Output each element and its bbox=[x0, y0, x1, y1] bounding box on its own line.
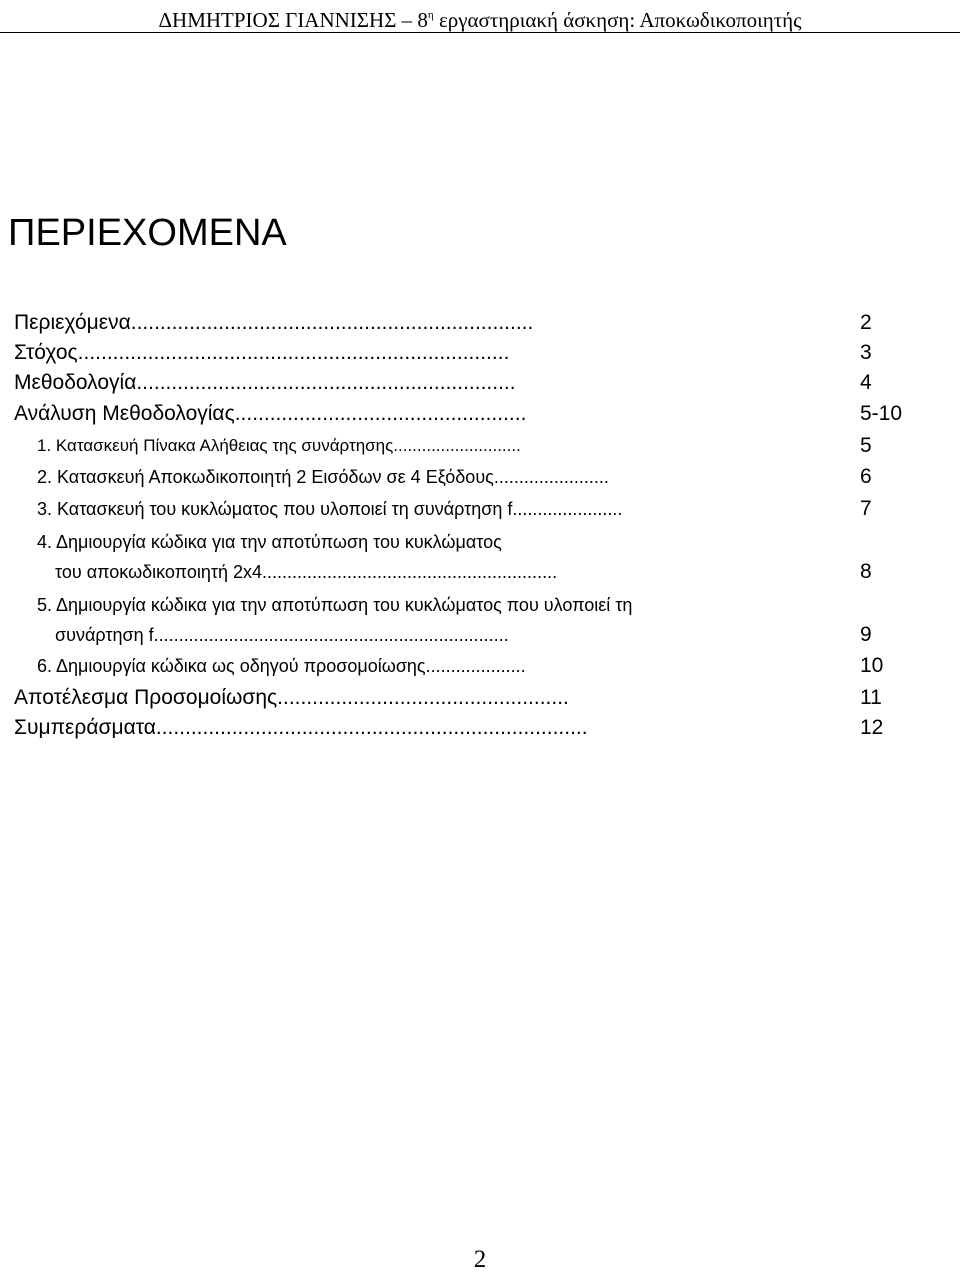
toc-entry-text: Ανάλυση Μεθοδολογίας.................................................. bbox=[14, 402, 527, 425]
toc-entry-page: 11 bbox=[860, 686, 882, 709]
toc-entry-text: 4. Δημιουργία κώδικα για την αποτύπωση του κυκλώματος bbox=[37, 532, 502, 552]
toc-entry bbox=[14, 400, 854, 428]
toc-entry-text: συνάρτηση f....................................................................... bbox=[55, 625, 509, 645]
toc-entry-page: 7 bbox=[860, 497, 872, 520]
toc-entry bbox=[37, 434, 840, 458]
toc-entry bbox=[55, 560, 840, 584]
toc-entry-page: 6 bbox=[860, 465, 872, 488]
toc-entry-text: 1. Κατασκευή Πίνακα Αλήθειας της συνάρτησης........................... bbox=[37, 436, 521, 455]
toc-entry-page: 12 bbox=[860, 716, 884, 739]
toc-entry bbox=[37, 530, 502, 554]
toc-entry-page: 2 bbox=[860, 311, 872, 334]
toc-entry-page: 9 bbox=[860, 623, 872, 646]
toc-entry bbox=[14, 339, 854, 367]
toc-entry-text: Μεθοδολογία................................................................. bbox=[14, 371, 516, 394]
toc-entry-text: του αποκωδικοποιητή 2x4........................................................... bbox=[55, 562, 558, 582]
toc-entry-page: 10 bbox=[860, 654, 884, 677]
toc-entry bbox=[14, 309, 854, 337]
toc-entry-text: 6. Δημιουργία κώδικα ως οδηγού προσομοίωσης.................... bbox=[37, 656, 526, 676]
header-superscript: η bbox=[427, 9, 434, 21]
header-text-rest: εργαστηριακή άσκηση: Αποκωδικοποιητής bbox=[433, 8, 802, 32]
toc-entry-page: 3 bbox=[860, 341, 872, 364]
toc-entry bbox=[14, 684, 840, 712]
toc-entry-text: Στόχος.......................................................................... bbox=[14, 341, 510, 364]
toc-entry bbox=[14, 714, 840, 742]
header-text: ΔΗΜΗΤΡΙΟΣ ΓΙΑΝΝΙΣΗΣ – 8 bbox=[158, 8, 428, 32]
toc-entry bbox=[37, 593, 632, 617]
toc-entry-page: 5-10 bbox=[860, 402, 903, 425]
toc-entry bbox=[37, 654, 840, 678]
toc-entry bbox=[37, 497, 847, 521]
toc-entry-text: Αποτέλεσμα Προσομοίωσης.................................................. bbox=[14, 686, 569, 709]
toc-entry-text: 5. Δημιουργία κώδικα για την αποτύπωση του κυκλώματος που υλοποιεί τη bbox=[37, 595, 633, 615]
page-title: ΠΕΡΙΕΧΟΜΕΝΑ bbox=[8, 212, 287, 254]
toc-entry-text: Συμπεράσματα.......................................................................... bbox=[14, 716, 588, 739]
toc-entry-page: 8 bbox=[860, 560, 872, 583]
toc-entry-text: 2. Κατασκευή Αποκωδικοποιητή 2 Εισόδων σε 4 Εξόδους....................... bbox=[37, 467, 609, 487]
toc-entry-page: 4 bbox=[860, 371, 872, 394]
page-number: 2 bbox=[473, 1246, 487, 1273]
toc-entry bbox=[55, 623, 840, 647]
toc-entry-text: 3. Κατασκευή του κυκλώματος που υλοποιεί τη συνάρτηση f...................... bbox=[37, 499, 623, 519]
toc-entry bbox=[37, 465, 840, 489]
toc-entry bbox=[14, 369, 854, 397]
toc-entry-text: Περιεχόμενα..................................................................... bbox=[14, 311, 534, 334]
toc-entry-page: 5 bbox=[860, 434, 872, 457]
